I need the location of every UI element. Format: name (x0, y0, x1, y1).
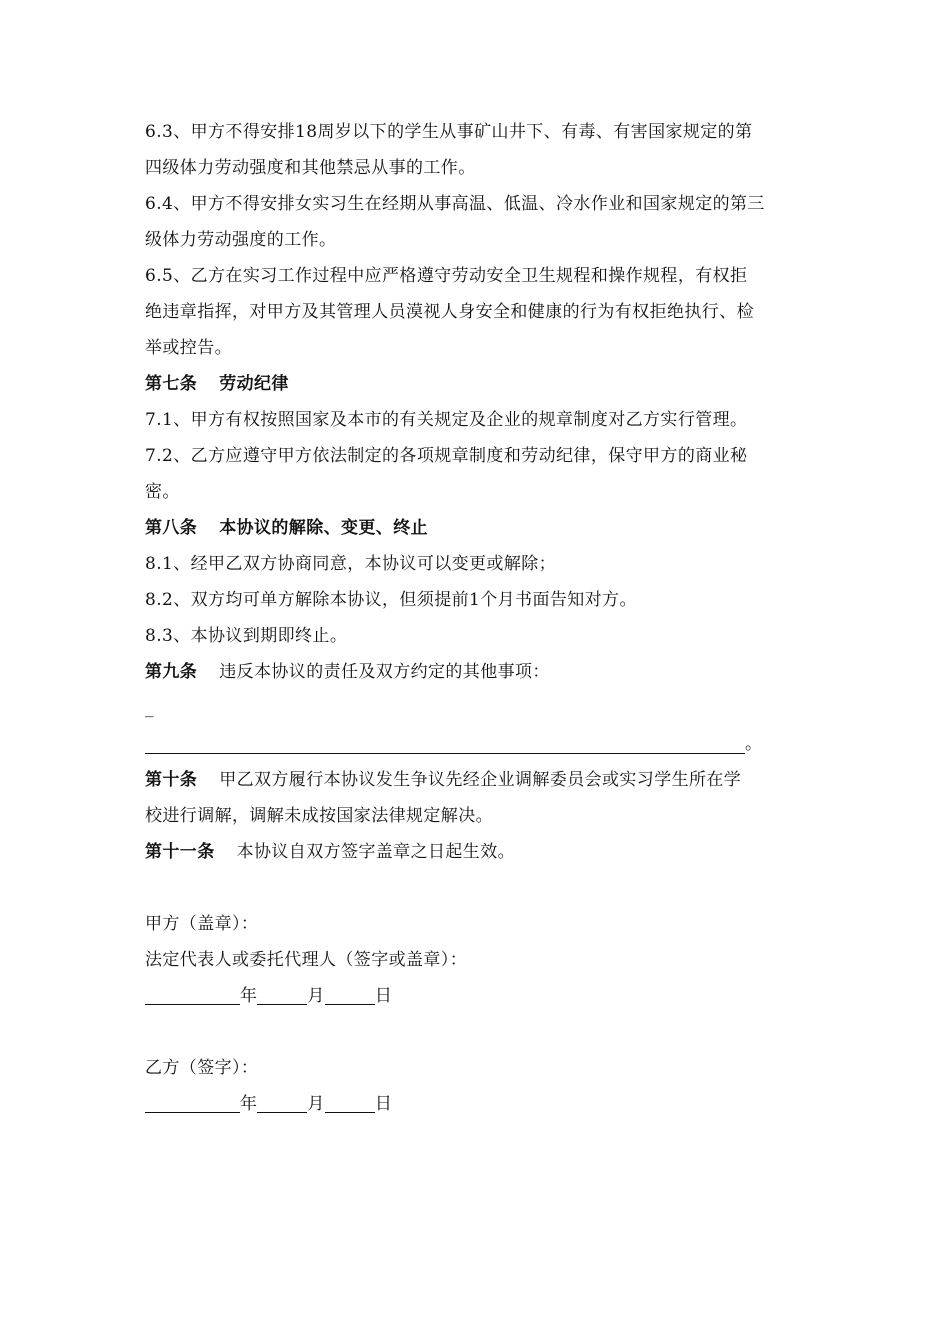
year-label: 年 (240, 986, 258, 1006)
article-10-number: 第十条 (145, 770, 198, 790)
clause-7-1: 7.1、甲方有权按照国家及本市的有关规定及企业的规章制度对乙方实行管理。 (145, 410, 748, 430)
article-11-text: 本协议自双方签字盖章之日起生效。 (236, 842, 516, 862)
day-label: 日 (374, 1094, 393, 1114)
party-a-rep-label: 法定代表人或委托代理人（签字或盖章）： (145, 950, 468, 970)
article-9-blank-start: _ (145, 698, 154, 718)
clause-8-3: 8.3、本协议到期即终止。 (145, 626, 348, 646)
month-label: 月 (307, 1094, 325, 1114)
month-label: 月 (307, 986, 325, 1006)
day-label: 日 (374, 986, 393, 1006)
article-7-title: 劳动纪律 (219, 374, 289, 394)
fill-in-blank[interactable] (145, 733, 745, 754)
clause-7-2-line-1: 7.2、乙方应遵守甲方依法制定的各项规章制度和劳动纪律，保守甲方的商业秘 (145, 446, 748, 466)
article-11-number: 第十一条 (145, 842, 215, 862)
year-blank[interactable] (145, 1094, 240, 1113)
year-label: 年 (240, 1094, 258, 1114)
party-a-date (145, 978, 810, 1014)
article-9-blank-line[interactable] (145, 726, 810, 762)
clause-6-5-line-2: 绝违章指挥，对甲方及其管理人员漠视人身安全和健康的行为有权拒绝执行、检 (145, 302, 754, 322)
article-10-text-1: 甲乙双方履行本协议发生争议先经企业调解委员会或实习学生所在学 (219, 770, 742, 790)
party-b-sign-label: 乙方（签字）： (145, 1058, 259, 1078)
article-7-heading (145, 366, 810, 402)
clause-6-3-line-1: 6.3、甲方不得安排18周岁以下的学生从事矿山井下、有毒、有害国家规定的第 (145, 122, 753, 142)
article-9-title: 违反本协议的责任及双方约定的其他事项： (219, 662, 550, 682)
article-9-heading (145, 654, 810, 690)
clause-6-3-line-2: 四级体力劳动强度和其他禁忌从事的工作。 (145, 158, 476, 178)
month-blank[interactable] (257, 986, 307, 1005)
article-7-number: 第七条 (145, 374, 198, 394)
month-blank[interactable] (257, 1094, 307, 1113)
article-8-heading (145, 510, 810, 546)
clause-6-4-line-2: 级体力劳动强度的工作。 (145, 230, 337, 250)
year-blank[interactable] (145, 986, 240, 1005)
day-blank[interactable] (325, 986, 375, 1005)
document-page (145, 114, 810, 1122)
clause-6-5-line-3: 举或控告。 (145, 338, 232, 358)
article-10-line-2: 校进行调解，调解未成按国家法律规定解决。 (145, 806, 493, 826)
article-9-number: 第九条 (145, 662, 198, 682)
day-blank[interactable] (325, 1094, 375, 1113)
clause-6-5-line-1: 6.5、乙方在实习工作过程中应严格遵守劳动安全卫生规程和操作规程，有权拒 (145, 266, 748, 286)
party-a-seal-label: 甲方（盖章）： (145, 914, 259, 934)
clause-8-1: 8.1、经甲乙双方协商同意，本协议可以变更或解除； (145, 554, 557, 574)
clause-8-2: 8.2、双方均可单方解除本协议，但须提前1个月书面告知对方。 (145, 590, 637, 610)
blank-end-punct: 。 (745, 734, 763, 754)
clause-7-2-line-2: 密。 (145, 482, 180, 502)
article-11 (145, 834, 810, 870)
party-b-date (145, 1086, 810, 1122)
article-8-title: 本协议的解除、变更、终止 (219, 518, 429, 538)
article-8-number: 第八条 (145, 518, 198, 538)
clause-6-4-line-1: 6.4、甲方不得安排女实习生在经期从事高温、低温、冷水作业和国家规定的第三 (145, 194, 765, 214)
article-10-line-1 (145, 762, 810, 798)
